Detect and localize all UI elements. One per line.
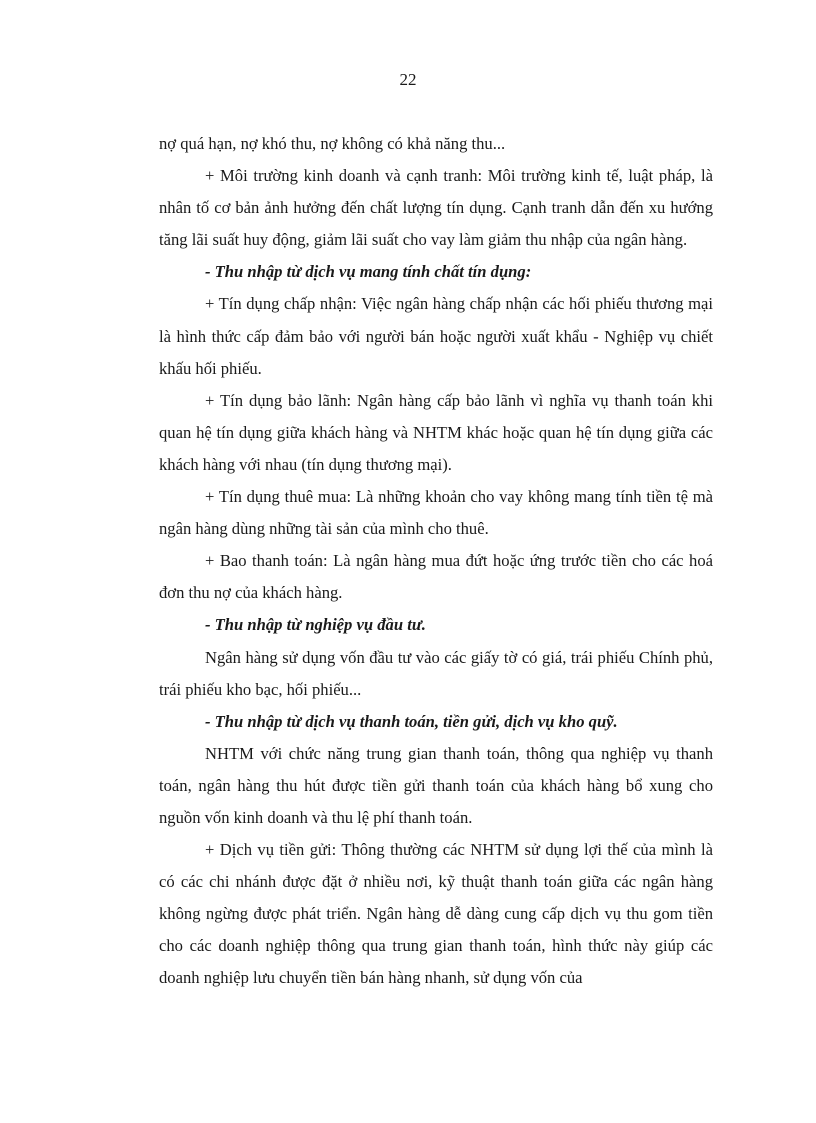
paragraph-factoring: + Bao thanh toán: Là ngân hàng mua đứt hoặc ứng trước tiền cho các hoá đơn thu nợ của khách hàng. (159, 551, 713, 603)
document-body (159, 128, 713, 995)
paragraph-business-environment: + Môi trường kinh doanh và cạnh tranh: Môi trường kinh tế, luật pháp, là nhân tố cơ bản ảnh hưởng đến chất lượng tín dụng. Cạnh tranh dẫn đến xu hướng tăng lãi suất huy động, giảm lãi suất cho vay làm giảm thu nhập của ngân hàng. (159, 166, 713, 250)
paragraph-investment: Ngân hàng sử dụng vốn đầu tư vào các giấy tờ có giá, trái phiếu Chính phủ, trái phiếu kho bạc, hối phiếu... (159, 647, 713, 699)
paragraph-deposit-services: + Dịch vụ tiền gửi: Thông thường các NHTM sử dụng lợi thế của mình là có các chi nhánh được đặt ở nhiều nơi, kỹ thuật thanh toán giữa các ngân hàng không ngừng được phát triển. Ngân hàng dễ dàng cung cấp dịch vụ thu gom tiền cho các doanh nghiệp thông qua trung gian thanh toán, hình thức này giúp các doanh nghiệp lưu chuyển tiền bán hàng nhanh, sử dụng vốn của (159, 840, 713, 988)
page-number: 22 (399, 70, 417, 89)
paragraph-acceptance-credit: + Tín dụng chấp nhận: Việc ngân hàng chấp nhận các hối phiếu thương mại là hình thức cấp đảm bảo với người bán hoặc người xuất khẩu - Nghiệp vụ chiết khấu hối phiếu. (159, 294, 713, 378)
heading-payment-services: - Thu nhập từ dịch vụ thanh toán, tiền gửi, dịch vụ kho quỹ. (205, 711, 618, 731)
heading-credit-services: - Thu nhập từ dịch vụ mang tính chất tín dụng: (205, 262, 532, 282)
paragraph-leasing-credit: + Tín dụng thuê mua: Là những khoản cho vay không mang tính tiền tệ mà ngân hàng dùng những tài sản của mình cho thuê. (159, 487, 713, 539)
paragraph-guarantee-credit: + Tín dụng bảo lãnh: Ngân hàng cấp bảo lãnh vì nghĩa vụ thanh toán khi quan hệ tín dụng giữa khách hàng và NHTM khác hoặc quan hệ tín dụng giữa các khách hàng với nhau (tín dụng thương mại). (159, 390, 713, 474)
paragraph-continuation: nợ quá hạn, nợ khó thu, nợ không có khả năng thu... (159, 134, 506, 153)
heading-investment-income: - Thu nhập từ nghiệp vụ đầu tư. (205, 615, 426, 635)
paragraph-payment-intermediary: NHTM với chức năng trung gian thanh toán, thông qua nghiệp vụ thanh toán, ngân hàng thu hút được tiền gửi thanh toán của khách hàng bổ xung cho nguồn vốn kinh doanh và thu lệ phí thanh toán. (159, 743, 713, 827)
